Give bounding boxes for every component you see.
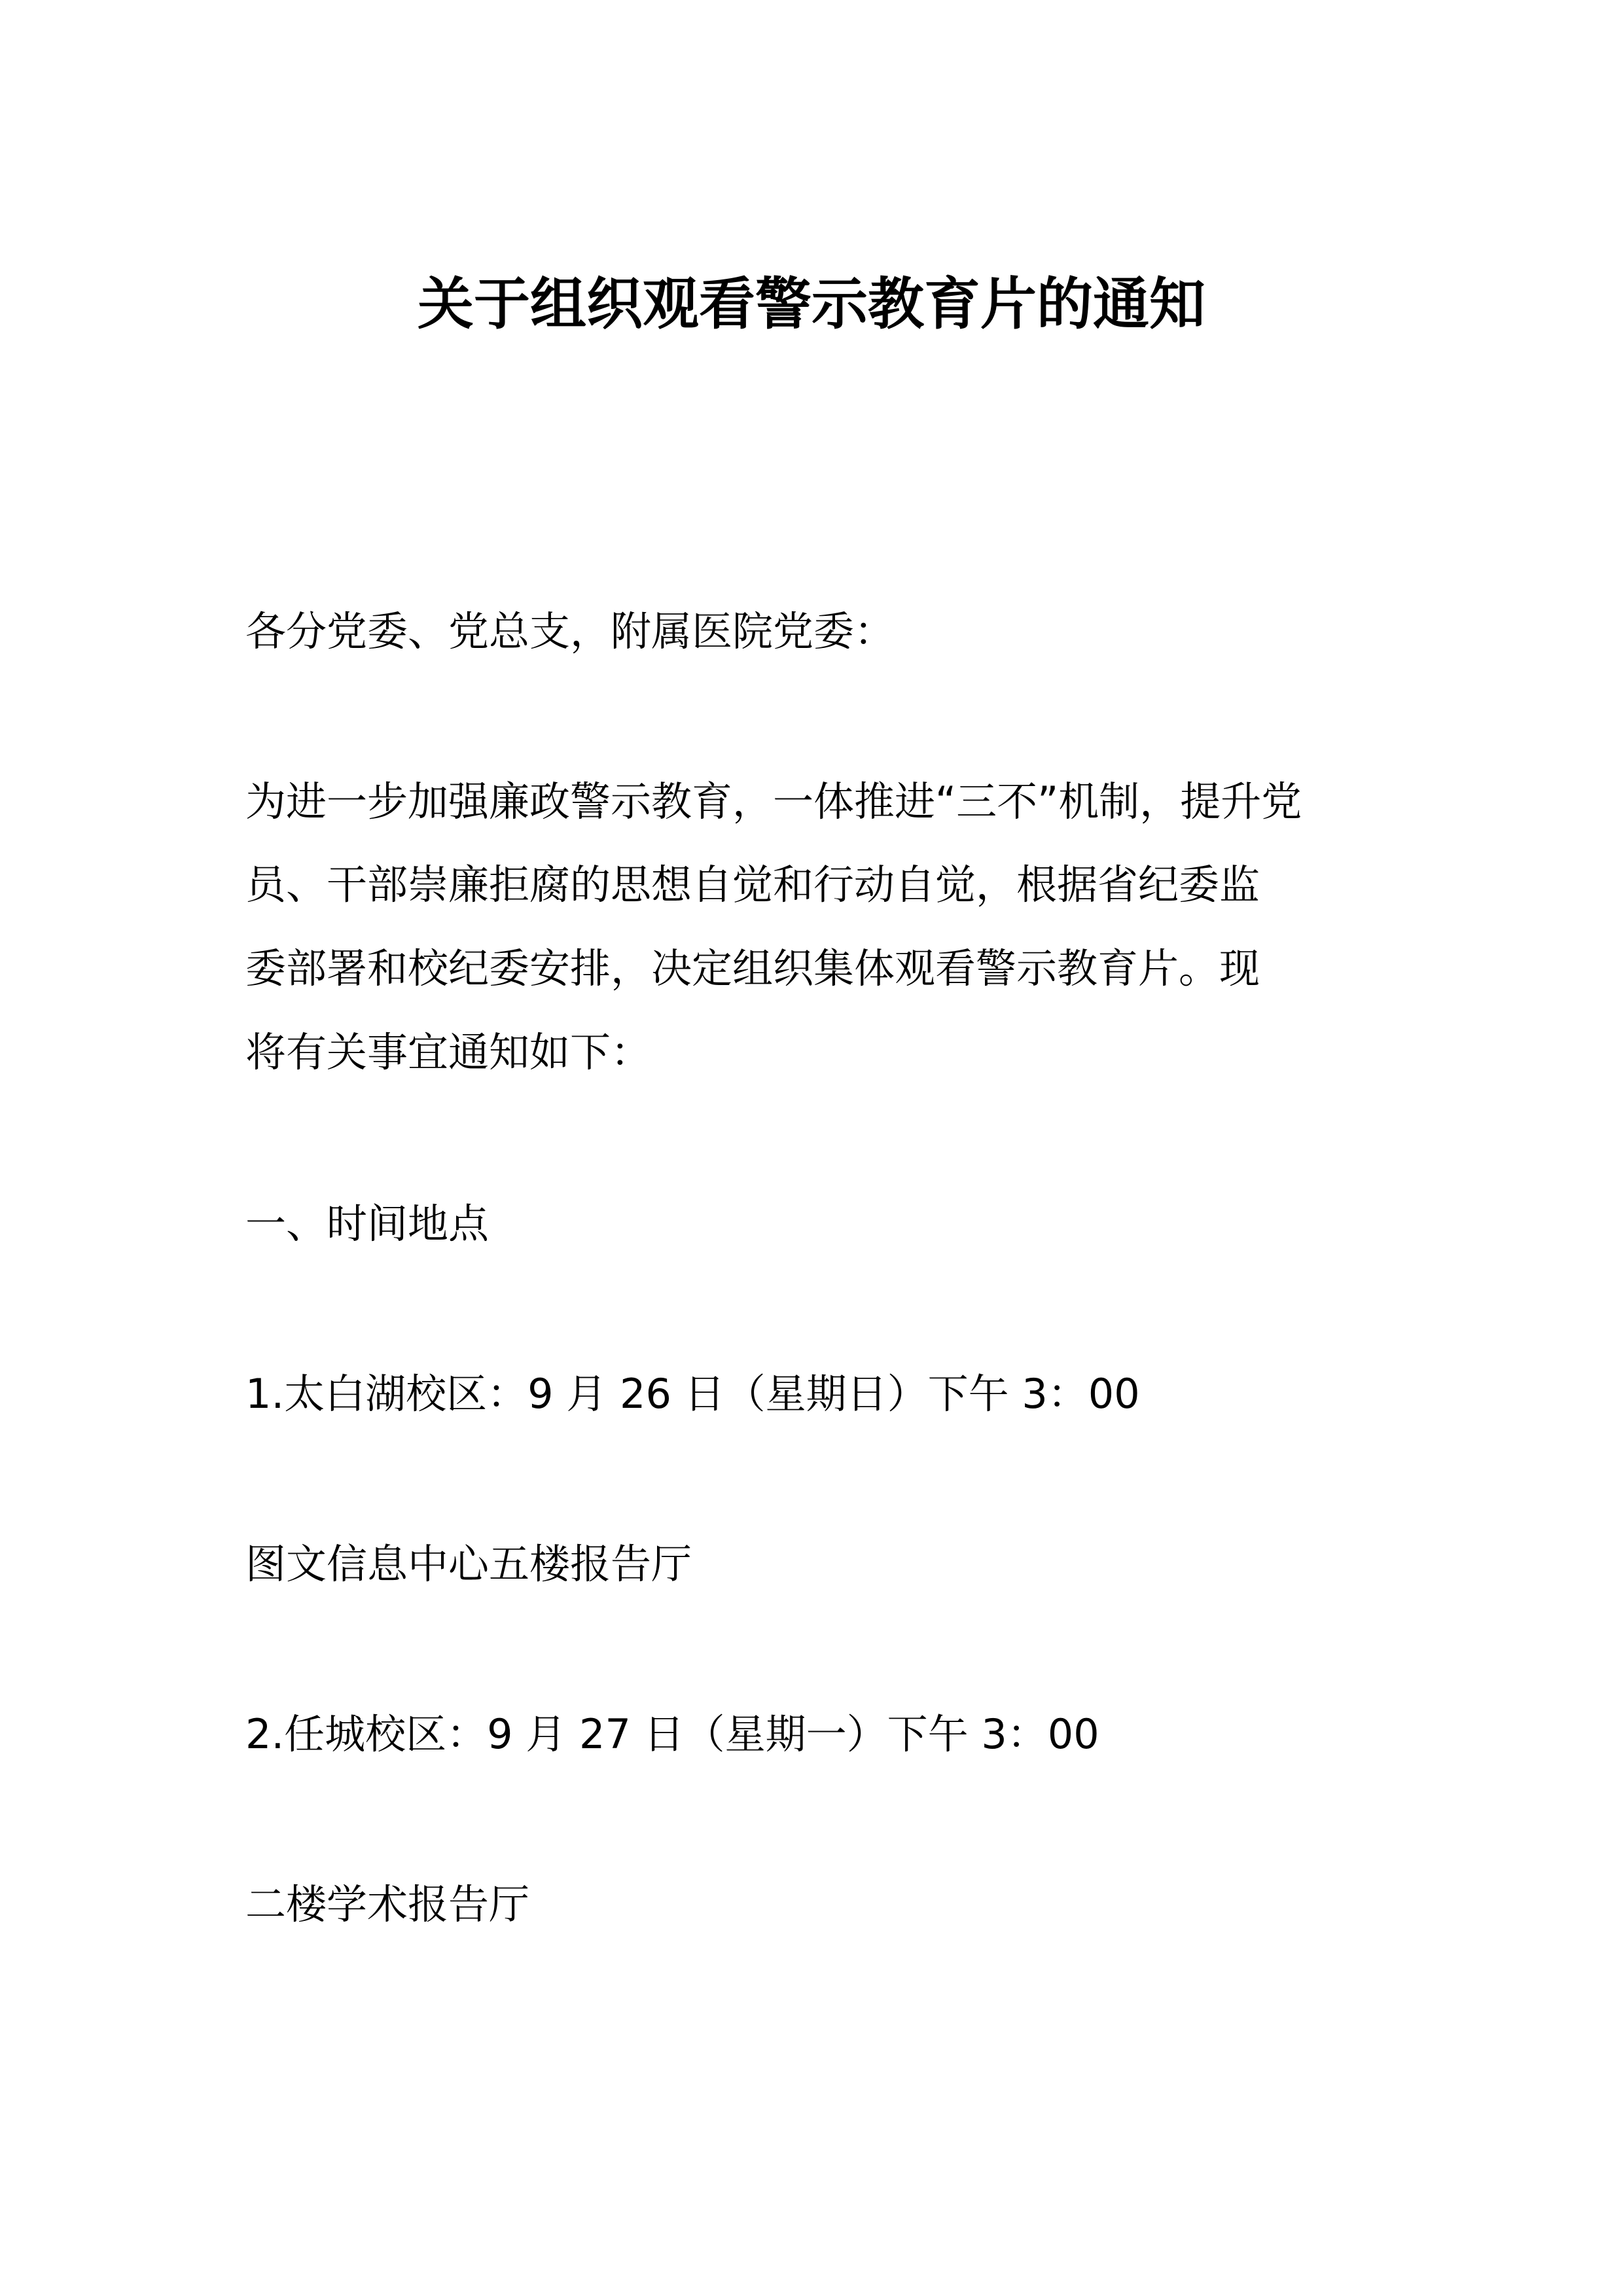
schedule-time: 1.太白湖校区：9 月 26 日（星期日）下午 3：00 [245, 1370, 1140, 1418]
body-line: 员、干部崇廉拒腐的思想自觉和行动自觉，根据省纪委监 [245, 861, 1260, 908]
body-line: 为进一步加强廉政警示教育，一体推进“三不”机制，提升党 [245, 778, 1302, 825]
schedule-location: 图文信息中心五楼报告厅 [245, 1540, 692, 1588]
body-line: 将有关事宜通知如下： [245, 1028, 652, 1076]
schedule-time: 2.任城校区：9 月 27 日（星期一）下午 3：00 [245, 1710, 1099, 1758]
body-line: 委部署和校纪委安排，决定组织集体观看警示教育片。现 [245, 944, 1260, 992]
salutation: 各分党委、党总支，附属医院党委： [245, 607, 895, 655]
section-heading: 一、时间地点 [245, 1200, 490, 1247]
schedule-location: 二楼学术报告厅 [245, 1880, 530, 1928]
document-title: 关于组织观看警示教育片的通知 [418, 272, 1205, 337]
